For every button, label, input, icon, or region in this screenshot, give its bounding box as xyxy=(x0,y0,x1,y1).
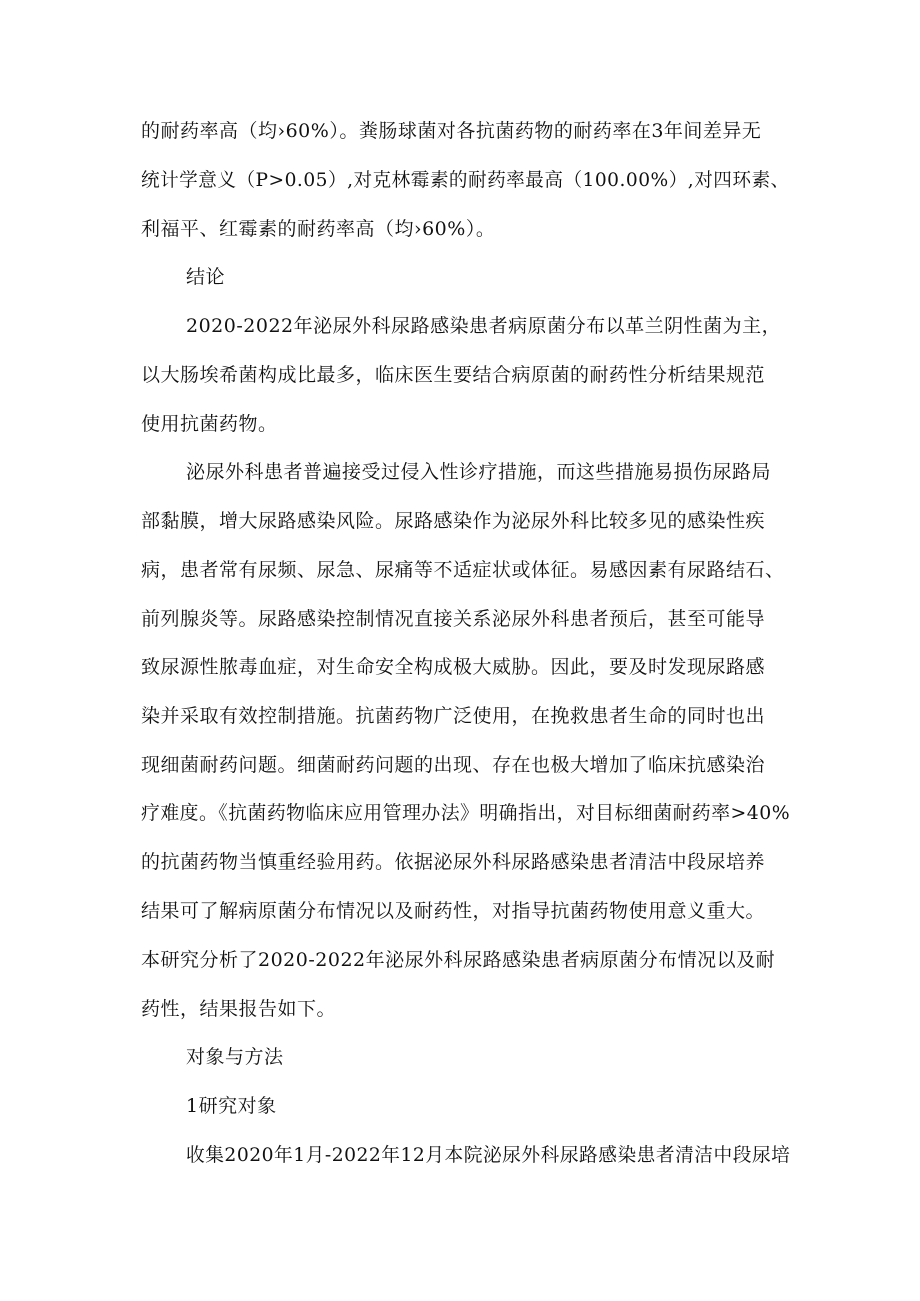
body-text-line: 部黏膜，增大尿路感染风险。尿路感染作为泌尿外科比较多见的感染性疾 xyxy=(141,510,766,532)
body-text-line: 前列腺炎等。尿路感染控制情况直接关系泌尿外科患者预后，甚至可能导 xyxy=(141,608,766,630)
body-text-line: 病，患者常有尿频、尿急、尿痛等不适症状或体征。易感因素有尿路结石、 xyxy=(141,559,785,581)
body-text-line: 染并采取有效控制措施。抗菌药物广泛使用，在挽救患者生命的同时也出 xyxy=(141,705,766,727)
body-text-line: 致尿源性脓毒血症，对生命安全构成极大威胁。因此，要及时发现尿路感 xyxy=(141,656,766,678)
body-text-line: 泌尿外科患者普遍接受过侵入性诊疗措施，而这些措施易损伤尿路局 xyxy=(186,461,772,483)
body-text-line: 结果可了解病原菌分布情况以及耐药性，对指导抗菌药物使用意义重大。 xyxy=(141,900,766,922)
section-heading-subjects-methods: 对象与方法 xyxy=(186,1046,284,1068)
body-text-line: 疗难度。《抗菌药物临床应用管理办法》明确指出，对目标细菌耐药率>40% xyxy=(141,802,791,824)
body-text-line: 的抗菌药物当慎重经验用药。依据泌尿外科尿路感染患者清洁中段尿培养 xyxy=(141,851,766,873)
body-text-line: 使用抗菌药物。 xyxy=(141,413,278,435)
subsection-heading-study-subjects: 1研究对象 xyxy=(186,1095,277,1117)
body-text-line: 收集2020年1月-2022年12月本院泌尿外科尿路感染患者清洁中段尿培 xyxy=(186,1144,791,1166)
section-heading-conclusion: 结论 xyxy=(186,266,226,288)
body-text-line: 药性，结果报告如下。 xyxy=(141,998,337,1020)
body-text-line: 以大肠埃希菌构成比最多，临床医生要结合病原菌的耐药性分析结果规范 xyxy=(141,364,766,386)
body-text-line: 统计学意义（P>0.05）,对克林霉素的耐药率最高（100.00%）,对四环素、 xyxy=(141,169,790,191)
body-text-line: 2020-2022年泌尿外科尿路感染患者病原菌分布以革兰阴性菌为主， xyxy=(186,315,782,337)
body-text-line: 利福平、红霉素的耐药率高（均›60%）。 xyxy=(141,218,496,240)
body-text-line: 现细菌耐药问题。细菌耐药问题的出现、存在也极大增加了临床抗感染治 xyxy=(141,754,766,776)
body-text-line: 的耐药率高（均›60%）。粪肠球菌对各抗菌药物的耐药率在3年间差异无 xyxy=(141,120,762,142)
body-text-line: 本研究分析了2020-2022年泌尿外科尿路感染患者病原菌分布情况以及耐 xyxy=(141,949,776,971)
